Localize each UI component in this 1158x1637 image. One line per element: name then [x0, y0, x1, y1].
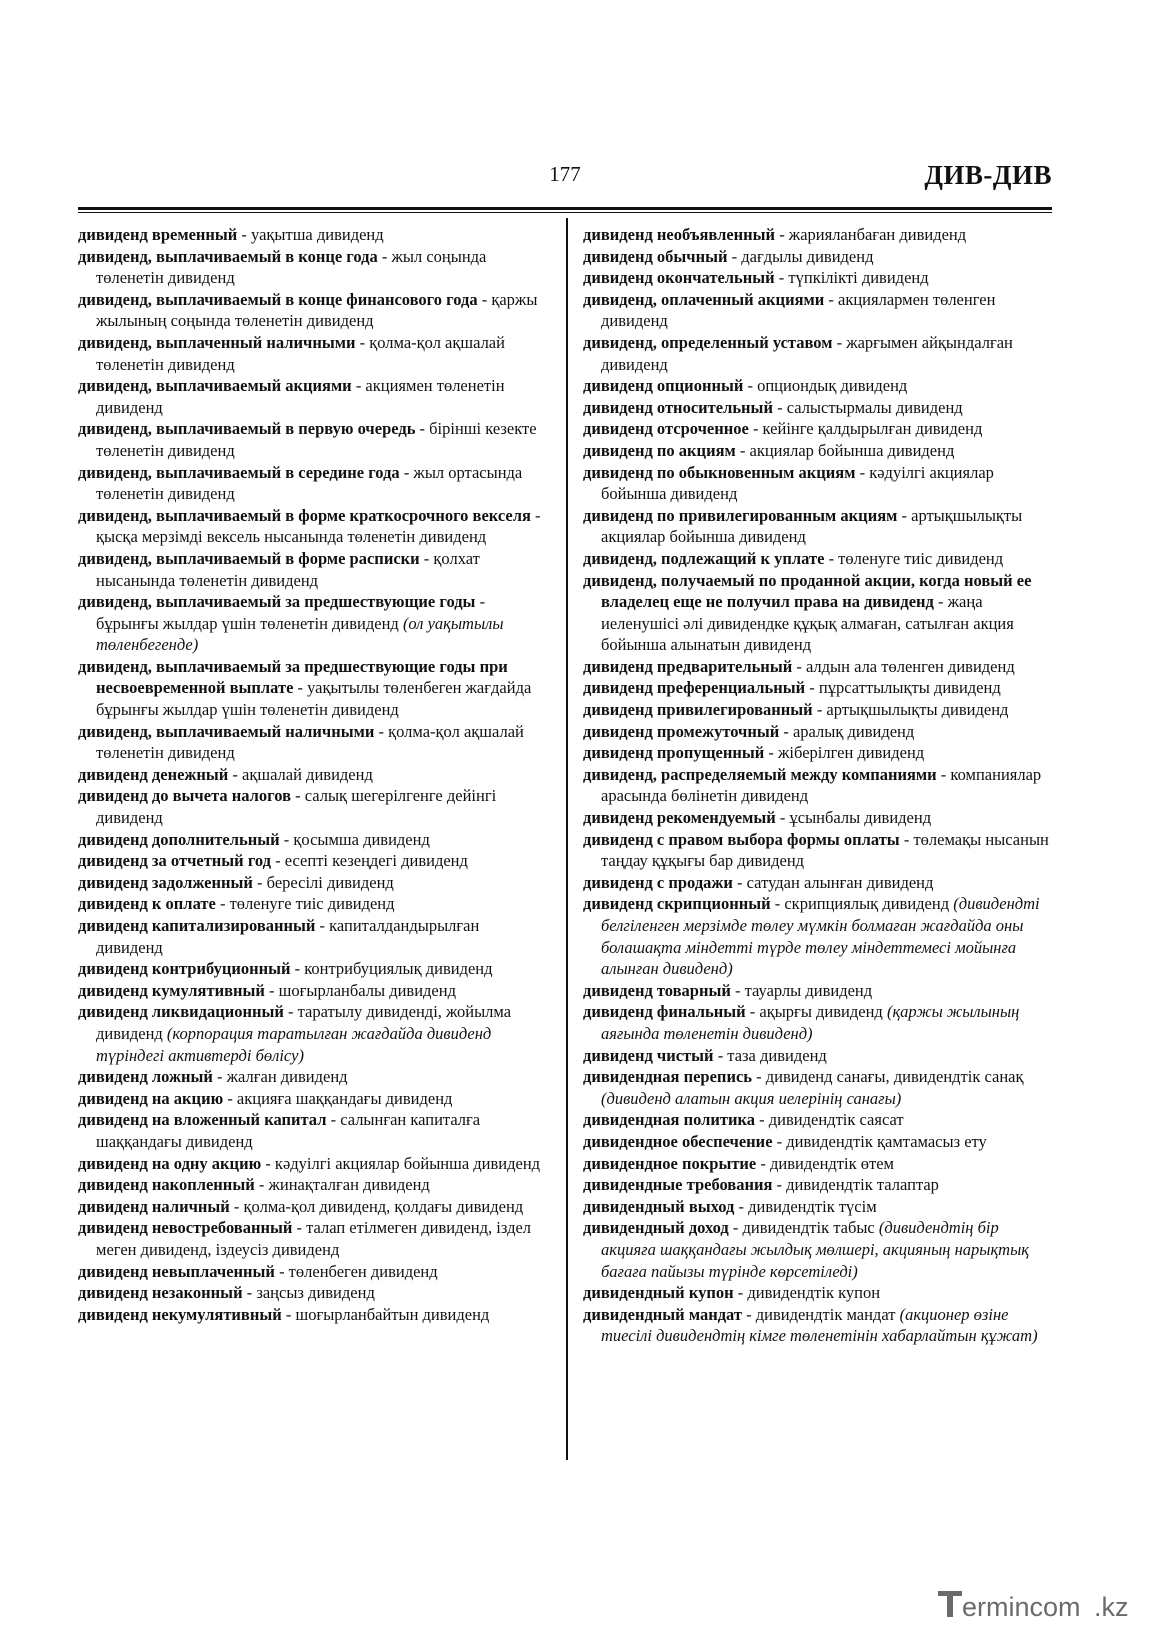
entry-term: дивиденд на вложенный капитал — [78, 1110, 327, 1130]
entry-definition: - пұрсаттылықты дивиденд — [805, 678, 1001, 698]
dictionary-entry — [583, 742, 1054, 764]
dictionary-entry — [78, 850, 544, 872]
entry-term: дивиденд, выплачиваемый за предшествующие годы — [78, 592, 476, 612]
entry-definition: - жинақталған дивиденд — [254, 1175, 430, 1195]
entry-definition: - акциялар бойынша дивиденд — [735, 440, 955, 460]
dictionary-entry — [583, 505, 1054, 548]
entry-term: дивиденд, выплачиваемый в конце финансового года — [78, 289, 478, 309]
dictionary-entry — [583, 289, 1054, 332]
entry-definition: - сатудан алынған дивиденд — [732, 872, 934, 892]
entry-term: дивиденд капитализированный — [78, 916, 316, 935]
dictionary-entry — [583, 980, 1054, 1002]
dictionary-entry — [78, 418, 544, 461]
dictionary-entry — [78, 462, 544, 505]
entry-definition: - жарияланбаған дивиденд — [775, 225, 967, 244]
entry-note: (корпорация таратылған жағдайда дивиденд түріндегі активтерді бөлісу) — [96, 1023, 492, 1065]
entry-definition: - қолма-қол дивиденд, қолдағы дивиденд — [229, 1196, 524, 1216]
entry-definition: - салыстырмалы дивиденд — [772, 397, 963, 417]
right-column — [583, 224, 1054, 1347]
dictionary-entry — [583, 1196, 1054, 1218]
header-rule-thin — [78, 212, 1052, 213]
entry-definition: - дағдылы дивиденд — [727, 246, 874, 266]
entry-definition: - қолма-қол ақшалай төленетін дивиденд — [96, 332, 505, 374]
header-rule-thick — [78, 207, 1052, 210]
dictionary-entry — [78, 505, 544, 548]
dictionary-entry — [583, 764, 1054, 807]
entry-term: дивиденд, выплачиваемый акциями — [78, 376, 352, 396]
entry-term: дивиденд временный — [78, 225, 238, 244]
entry-definition: - бұрынғы жылдар үшін төленетін дивиденд — [96, 592, 486, 633]
entry-definition: - жыл ортасында төленетін дивиденд — [96, 462, 523, 504]
dictionary-entry — [78, 224, 544, 246]
entry-definition: - акцияға шаққандағы дивиденд — [223, 1088, 453, 1108]
entry-definition: - жалған дивиденд — [212, 1067, 348, 1087]
dictionary-entry — [78, 1109, 544, 1152]
entry-definition: - дивидендтік түсім — [734, 1196, 877, 1216]
dictionary-entry — [583, 246, 1054, 268]
entry-term: дивиденд денежный — [78, 764, 229, 784]
entry-term: дивидендный купон — [583, 1283, 734, 1303]
entry-term: дивиденд, выплачиваемый в форме краткосрочного векселя — [78, 505, 531, 525]
entry-term: дивиденд необъявленный — [583, 225, 776, 244]
entry-term: дивиденд за отчетный год — [78, 851, 272, 871]
entry-term: дивиденд пропущенный — [583, 743, 765, 763]
dictionary-entry — [583, 548, 1054, 570]
entry-term: дивиденд предварительный — [583, 656, 793, 676]
entry-note: (қаржы жылының аяғында төленетін дивиденд) — [601, 1002, 1020, 1043]
entry-definition: - жарғымен айқындалған дивиденд — [601, 332, 1013, 374]
dictionary-entry — [78, 656, 544, 721]
entry-term: дивиденд по обыкновенным акциям — [583, 462, 856, 482]
entry-note: (дивидендтің бір акцияға шаққандағы жылдық мөлшері, акцияның нарықтық бағаға пайызы түрінде көрсетіледі) — [601, 1218, 1029, 1281]
entry-definition: - уақытша дивиденд — [237, 225, 384, 244]
dictionary-entry — [583, 1153, 1054, 1175]
entry-term: дивиденд привилегированный — [583, 700, 813, 720]
entry-term: дивиденд, оплаченный акциями — [583, 289, 825, 309]
dictionary-entry — [78, 1261, 544, 1283]
entry-definition: - жыл соңында төленетін дивиденд — [96, 246, 487, 288]
entry-term: дивиденд контрибуционный — [78, 959, 291, 979]
entry-note: (дивиденд алатын акция иелерінің санағы) — [601, 1088, 902, 1108]
dictionary-entry — [583, 332, 1054, 375]
dictionary-entry — [78, 1282, 544, 1304]
dictionary-entry — [583, 1174, 1054, 1196]
dictionary-entry — [583, 267, 1054, 289]
page-header — [78, 160, 1052, 200]
dictionary-entry — [78, 1088, 544, 1110]
entry-term: дивиденд по привилегированным акциям — [583, 505, 898, 525]
entry-definition: - дивидендтік мандат — [741, 1304, 896, 1324]
entry-definition: - қысқа мерзімді вексель нысанында төленетін дивиденд — [96, 505, 541, 547]
entry-term: дивиденд опционный — [583, 376, 744, 396]
entry-definition: - акциялармен төленген дивиденд — [601, 289, 996, 331]
dictionary-entry — [78, 872, 544, 894]
dictionary-entry — [78, 289, 544, 332]
entry-definition: - ұсынбалы дивиденд — [775, 808, 932, 828]
entry-definition: - бересілі дивиденд — [252, 872, 394, 892]
dictionary-entry — [78, 1196, 544, 1218]
entry-note: (дивидендті белгіленген мерзімде төлеу мүмкін болмаған жағдайда оны болашақта міндетті түрде төлеу міндеттемесі мойынға алынған дивиденд) — [601, 894, 1040, 979]
entry-term: дивиденд к оплате — [78, 894, 216, 914]
entry-term: дивиденд ложный — [78, 1067, 213, 1087]
entry-note: (ол уақытылы төленбегенде) — [96, 613, 504, 655]
dictionary-entry — [78, 1066, 544, 1088]
entry-term: дивиденд, выплачиваемый в первую очередь — [78, 419, 416, 439]
entry-term: дивиденд с правом выбора формы оплаты — [583, 829, 900, 849]
termincom-logo — [934, 1583, 1144, 1629]
entry-definition: - төленуге тиіс дивиденд — [215, 894, 395, 914]
entry-term: дивиденд относительный — [583, 397, 773, 417]
page-number: 177 — [549, 162, 581, 186]
entry-definition: - салынған капиталға шаққандағы дивиденд — [96, 1110, 481, 1151]
entry-definition: - жіберілген дивиденд — [764, 743, 925, 763]
dictionary-entry — [583, 462, 1054, 505]
entry-term: дивиденд скрипционный — [583, 894, 771, 914]
entry-definition: - қосымша дивиденд — [279, 829, 430, 849]
entry-term: дивиденд преференциальный — [583, 678, 806, 698]
entry-term: дивиденд, выплачиваемый в конце года — [78, 246, 378, 266]
entry-definition: - қолма-қол ақшалай төленетін дивиденд — [96, 721, 524, 763]
entry-note: (акционер өзіне тиесілі дивидендтің кімге төленетінін хабарлайтын құжат) — [601, 1304, 1038, 1346]
entry-term: дивиденд невостребованный — [78, 1218, 293, 1238]
dictionary-entry — [583, 375, 1054, 397]
entry-term: дивиденд невыплаченный — [78, 1261, 275, 1281]
entry-definition: - кәдуілгі акциялар бойынша дивиденд — [601, 462, 994, 504]
dictionary-entry — [78, 1001, 544, 1066]
entry-definition: - төленбеген дивиденд — [274, 1261, 438, 1281]
entry-term: дивидендная перепись — [583, 1067, 752, 1087]
dictionary-entry — [583, 1217, 1054, 1282]
dictionary-entry — [583, 1109, 1054, 1131]
entry-definition: - жаңа иеленушісі әлі дивидендке құқық алмаған, сатылған акция бойынша алынатын дивиденд — [601, 592, 1014, 655]
entry-definition: - дивидендтік купон — [733, 1283, 881, 1303]
dictionary-entry — [78, 332, 544, 375]
left-column — [78, 224, 544, 1325]
dictionary-entry — [78, 1217, 544, 1260]
termincom-logo-icon — [934, 1583, 1144, 1629]
entry-term: дивиденд, распределяемый между компаниями — [583, 764, 937, 784]
entry-definition: - алдын ала төленген дивиденд — [792, 656, 1015, 676]
entry-term: дивиденд рекомендуемый — [583, 808, 776, 828]
entry-term: дивиденд ликвидационный — [78, 1002, 284, 1022]
entry-term: дивидендный выход — [583, 1196, 735, 1216]
entry-term: дивиденд наличный — [78, 1196, 230, 1216]
entry-term: дивиденд, определенный уставом — [583, 332, 833, 352]
dictionary-entry — [583, 829, 1054, 872]
entry-term: дивиденд на акцию — [78, 1088, 224, 1108]
entry-definition: - компаниялар арасында бөлінетін дивиденд — [601, 764, 1042, 806]
entry-definition: - шоғырланбайтын дивиденд — [281, 1304, 490, 1324]
entry-definition: - капиталдандырылған дивиденд — [96, 916, 480, 957]
dictionary-entry — [583, 224, 1054, 246]
dictionary-entry — [583, 1304, 1054, 1347]
entry-definition: - акциямен төленетін дивиденд — [96, 376, 505, 417]
entry-term: дивиденд незаконный — [78, 1283, 243, 1303]
entry-definition: - қолхат нысанында төленетін дивиденд — [96, 548, 480, 590]
entry-definition: - дивидендтік саясат — [755, 1110, 904, 1130]
entry-definition: - таратылу дивиденді, жойылма дивиденд — [96, 1002, 512, 1043]
dictionary-entry — [583, 656, 1054, 678]
dictionary-entry — [583, 807, 1054, 829]
entry-term: дивидендное обеспечение — [583, 1131, 773, 1151]
entry-definition: - салық шегерілгенге дейінгі дивиденд — [96, 786, 497, 828]
entry-definition: - бірінші кезекте төленетін дивиденд — [96, 419, 537, 460]
dictionary-entry — [78, 375, 544, 418]
dictionary-entry — [583, 418, 1054, 440]
dictionary-entry — [78, 958, 544, 980]
entry-definition: - дивидендтік талаптар — [772, 1175, 939, 1195]
entry-definition: - талап етілмеген дивиденд, іздел мeген дивиденд, іздеусіз дивиденд — [96, 1218, 532, 1259]
dictionary-entry — [583, 699, 1054, 721]
entry-definition: - төлемақы нысанын таңдау құқығы бар дивиденд — [601, 829, 1049, 871]
entry-term: дивидендные требования — [583, 1175, 773, 1195]
entry-term: дивиденд задолженный — [78, 872, 253, 892]
entry-definition: - ақырғы дивиденд — [745, 1002, 883, 1022]
dictionary-entry — [583, 1001, 1054, 1044]
entry-definition: - аралық дивиденд — [779, 721, 915, 741]
dictionary-entry — [78, 829, 544, 851]
running-head: ДИВ-ДИВ — [924, 160, 1052, 190]
dictionary-entry — [583, 677, 1054, 699]
entry-term: дивиденд окончательный — [583, 268, 775, 288]
entry-definition: - шоғырланбалы дивиденд — [264, 980, 456, 1000]
entry-term: дивидендная политика — [583, 1110, 756, 1130]
entry-definition: - контрибуциялық дивиденд — [290, 959, 493, 979]
entry-term: дивиденд промежуточный — [583, 721, 780, 741]
dictionary-entry — [78, 591, 544, 656]
entry-definition: - есепті кезеңдегі дивиденд — [271, 851, 468, 871]
entry-definition: - дивидендтік табыс — [728, 1218, 875, 1238]
dictionary-entry — [583, 893, 1054, 979]
entry-term: дивиденд с продажи — [583, 872, 733, 892]
entry-term: дивиденд отсроченное — [583, 419, 749, 439]
entry-definition: - дивиденд санағы, дивидендтік санақ — [752, 1067, 1024, 1087]
entry-term: дивиденд финальный — [583, 1002, 746, 1022]
entry-term: дивиденд, выплачиваемый наличными — [78, 721, 375, 741]
dictionary-entry — [78, 1174, 544, 1196]
dictionary-entry — [583, 1066, 1054, 1109]
entry-definition: - кейінге қалдырылған дивиденд — [748, 419, 983, 439]
dictionary-entry — [583, 570, 1054, 656]
entry-term: дивиденд дополнительный — [78, 829, 280, 849]
dictionary-entry — [583, 872, 1054, 894]
entry-term: дивиденд, получаемый по проданной акции, когда новый ее владелец еще не получил права на дивиденд — [583, 570, 1032, 612]
entry-definition: - тауарлы дивиденд — [730, 980, 873, 1000]
entry-definition: - төленуге тиіс дивиденд — [824, 548, 1004, 568]
entry-term: дивиденд, выплачиваемый в середине года — [78, 462, 400, 482]
entry-definition: - уақытылы төленбеген жағдайда бұрынғы жылдар үшін төленетін дивиденд — [96, 678, 532, 720]
dictionary-entry — [78, 246, 544, 289]
entry-term: дивидендный доход — [583, 1218, 729, 1238]
entry-definition: - скрипциялық дивиденд — [770, 894, 950, 914]
entry-term: дивиденд чистый — [583, 1045, 714, 1065]
dictionary-entry — [583, 440, 1054, 462]
entry-term: дивиденд, подлежащий к уплате — [583, 548, 825, 568]
entry-term: дивиденд, выплаченный наличными — [78, 332, 356, 352]
entry-term: дивиденд кумулятивный — [78, 980, 265, 1000]
dictionary-entry — [583, 1045, 1054, 1067]
dictionary-entry — [78, 1153, 544, 1175]
entry-definition: - дивидендтік өтем — [756, 1153, 894, 1173]
dictionary-entry — [78, 785, 544, 828]
entry-term: дивиденд, выплачиваемый за предшествующие годы при несвоевременной выплате — [78, 656, 508, 698]
entry-definition: - артықшылықты дивиденд — [812, 700, 1009, 720]
entry-definition: - дивидендтік қамтамасыз ету — [772, 1131, 987, 1151]
entry-term: дивидендный мандат — [583, 1304, 742, 1324]
entry-definition: - заңсыз дивиденд — [242, 1283, 375, 1303]
entry-term: дивиденд обычный — [583, 246, 728, 266]
dictionary-entry — [78, 548, 544, 591]
entry-definition: - қаржы жылының соңында төленетін дивиденд — [96, 289, 538, 331]
entry-definition: - ақшалай дивиденд — [228, 764, 373, 784]
entry-definition: - таза дивиденд — [713, 1045, 827, 1065]
entry-definition: - артықшылықты акциялар бойынша дивиденд — [601, 505, 1023, 547]
entry-term: дивиденд, выплачиваемый в форме расписки — [78, 548, 420, 568]
dictionary-entry — [78, 980, 544, 1002]
dictionary-entry — [78, 1304, 544, 1326]
dictionary-entry — [78, 721, 544, 764]
dictionary-entry — [583, 721, 1054, 743]
dictionary-entry — [78, 893, 544, 915]
entry-term: дивиденд по акциям — [583, 440, 736, 460]
entry-definition: - түпкілікті дивиденд — [774, 268, 929, 288]
dictionary-entry — [583, 1131, 1054, 1153]
column-divider — [566, 218, 568, 1460]
dictionary-entry — [78, 764, 544, 786]
entry-term: дивиденд товарный — [583, 980, 731, 1000]
dictionary-entry — [583, 397, 1054, 419]
entry-definition: - опциондық дивиденд — [743, 376, 908, 396]
entry-term: дивидендное покрытие — [583, 1153, 757, 1173]
dictionary-entry — [583, 1282, 1054, 1304]
dictionary-entry — [78, 915, 544, 958]
logo-text-left: ermincom — [962, 1592, 1081, 1622]
entry-definition: - кәдуілгі акциялар бойынша дивиденд — [261, 1153, 541, 1173]
entry-term: дивиденд накопленный — [78, 1175, 255, 1195]
entry-term: дивиденд до вычета налогов — [78, 786, 291, 806]
entry-term: дивиденд на одну акцию — [78, 1153, 262, 1173]
logo-text-right: .kz — [1094, 1592, 1129, 1622]
entry-term: дивиденд некумулятивный — [78, 1304, 282, 1324]
